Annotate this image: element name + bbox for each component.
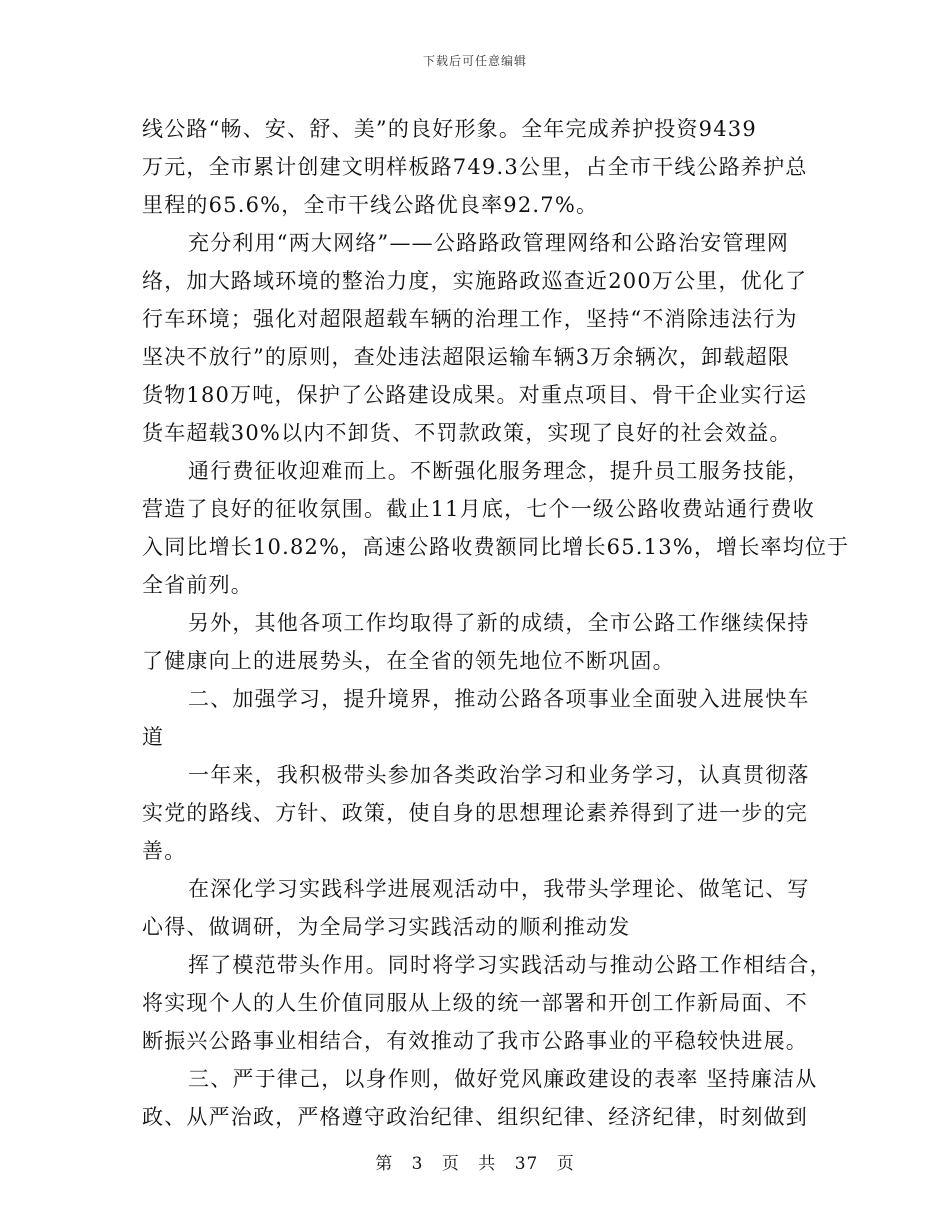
text-line: 断振兴公路事业相结合，有效推动了我市公路事业的平稳较快进展。 [142, 1029, 808, 1053]
text-line: 了健康向上的进展势头，在全省的领先地位不断巩固。 [142, 649, 675, 673]
section-heading-line: 三、严于律己，以身作则，做好党风廉政建设的表率 坚持廉洁从 [188, 1067, 818, 1091]
paragraph-start-line: 挥了模范带头作用。同时将学习实践活动与推动公路工作相结合， [188, 953, 832, 977]
footer-ye-end: 页 [556, 1154, 575, 1174]
text-line: 将实现个人的人生价值同服从上级的统一部署和开创工作新局面、不 [142, 991, 808, 1015]
footer-ye: 页 [441, 1154, 460, 1174]
page-number: 3 [411, 1154, 424, 1174]
text-line: 心得、做调研，为全局学习实践活动的顺利推动发 [142, 915, 631, 939]
text-line: 里程的65.6%，全市干线公路优良率92.7%。 [142, 193, 599, 217]
text-line: 全省前列。 [142, 573, 253, 597]
paragraph-start-line: 一年来，我积极带头参加各类政治学习和业务学习，认真贯彻落 [188, 763, 810, 787]
text-line: 线公路“畅、安、舒、美”的良好形象。全年完成养护投资9439 [142, 117, 757, 141]
text-line: 货物180万吨，保护了公路建设成果。对重点项目、骨干企业实行运 [142, 383, 808, 407]
text-line: 实党的路线、方针、政策，使自身的思想理论素养得到了进一步的完 [142, 801, 808, 825]
text-line: 入同比增长10.82%，高速公路收费额同比增长65.13%，增长率均位于 [142, 535, 850, 559]
header-note: 下载后可任意编辑 [422, 54, 527, 68]
text-line: 善。 [142, 839, 187, 863]
paragraph-start-line: 在深化学习实践科学进展观活动中，我带头学理论、做笔记、写 [188, 877, 810, 901]
text-line: 行车环境；强化对超限超载车辆的治理工作，坚持“不消除违法行为 [142, 307, 798, 331]
text-line: 坚决不放行”的原则，查处违法超限运输车辆3万余辆次，卸载超限 [142, 345, 791, 369]
page-footer [0, 1154, 950, 1174]
footer-gong: 共 [478, 1154, 497, 1174]
paragraph-start-line: 充分利用“两大网络”——公路路政管理网络和公路治安管理网 [188, 231, 790, 255]
page-total: 37 [514, 1154, 539, 1174]
text-line: 政、从严治政，严格遵守政治纪律、组织纪律、经济纪律，时刻做到 [142, 1105, 808, 1129]
paragraph-start-line: 另外，其他各项工作均取得了新的成绩，全市公路工作继续保持 [188, 611, 810, 635]
body-text [142, 110, 850, 1136]
text-line: 络，加大路域环境的整治力度，实施路政巡查近200万公里，优化了 [142, 269, 808, 293]
section-heading-line: 道 [142, 725, 165, 749]
text-line: 万元，全市累计创建文明样板路749.3公里，占全市干线公路养护总 [142, 155, 808, 179]
section-heading-line: 二、加强学习，提升境界，推动公路各项事业全面驶入进展快车 [188, 687, 810, 711]
text-line: 货车超载30%以内不卸货、不罚款政策，实现了良好的社会效益。 [142, 421, 792, 445]
paragraph-start-line: 通行费征收迎难而上。不断强化服务理念，提升员工服务技能， [188, 459, 810, 483]
footer-di: 第 [375, 1154, 394, 1174]
text-line: 营造了良好的征收氛围。截止11月底，七个一级公路收费站通行费收 [142, 497, 815, 521]
